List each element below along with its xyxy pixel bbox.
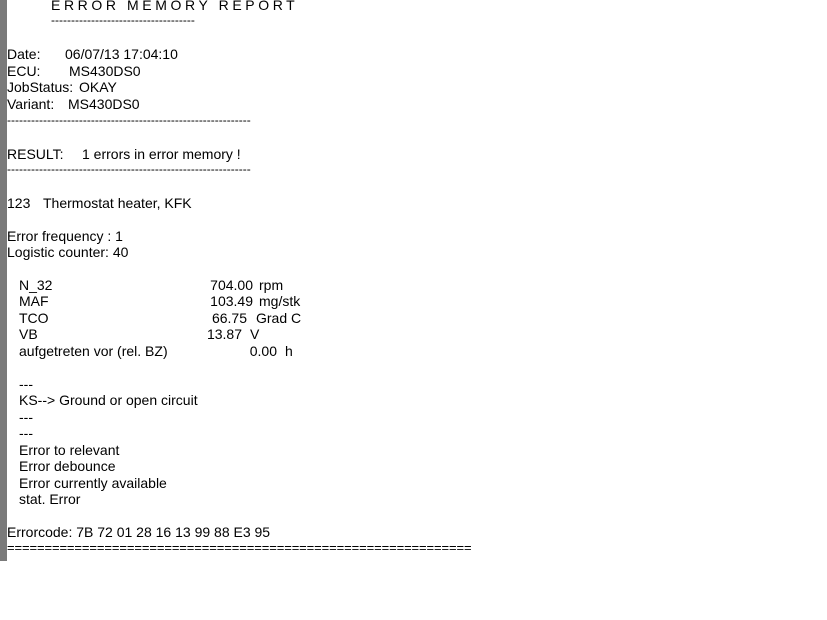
jobstatus-value: OKAY — [79, 79, 117, 95]
param-name: TCO — [19, 310, 49, 326]
error-number: 123 — [7, 195, 31, 211]
detail-line: Error currently available — [19, 475, 167, 491]
param-value: 66.75 — [211, 310, 247, 326]
detail-line: --- — [19, 409, 33, 425]
param-unit: mg/stk — [259, 293, 301, 309]
param-value: 103.49 — [210, 293, 253, 309]
date-label: Date: — [7, 46, 41, 62]
param-value: 13.87 — [206, 326, 242, 342]
param-unit: Grad C — [256, 310, 302, 326]
param-name: VB — [19, 326, 38, 342]
param-value: 704.00 — [210, 277, 253, 293]
param-name: aufgetreten vor (rel. BZ) — [19, 343, 168, 359]
variant-label: Variant: — [7, 96, 55, 112]
ecu-label: ECU: — [7, 63, 41, 79]
detail-line: KS--> Ground or open circuit — [19, 392, 198, 408]
errorcode-line: Errorcode: 7B 72 01 28 16 13 99 88 E3 95 — [7, 524, 271, 540]
left-margin-bar — [0, 0, 7, 561]
param-name: MAF — [19, 293, 49, 309]
detail-line: --- — [19, 376, 33, 392]
separator-1: ------------------------------------------------------------- — [7, 113, 251, 127]
result-value: 1 errors in error memory ! — [82, 146, 241, 162]
variant-value: MS430DS0 — [68, 96, 140, 112]
title-underline: ------------------------------------ — [51, 13, 195, 27]
date-value: 06/07/13 17:04:10 — [65, 46, 178, 62]
error-frequency: Error frequency : 1 — [7, 228, 123, 244]
separator-2: ------------------------------------------------------------- — [7, 162, 251, 176]
detail-line: --- — [19, 425, 33, 441]
detail-line: Error to relevant — [19, 442, 120, 458]
detail-line: Error debounce — [19, 458, 116, 474]
param-unit: h — [285, 343, 293, 359]
logistic-counter: Logistic counter: 40 — [7, 244, 129, 260]
result-label: RESULT: — [7, 146, 64, 162]
param-name: N_32 — [19, 277, 53, 293]
param-unit: V — [250, 326, 260, 342]
error-name: Thermostat heater, KFK — [43, 195, 192, 211]
param-value: 0.00 — [249, 343, 277, 359]
param-unit: rpm — [259, 277, 284, 293]
detail-line: stat. Error — [19, 491, 81, 507]
end-rule: ============================================================== — [7, 540, 472, 555]
report-title: ERROR MEMORY REPORT — [51, 0, 299, 13]
jobstatus-label: JobStatus: — [7, 79, 74, 95]
ecu-value: MS430DS0 — [69, 63, 141, 79]
